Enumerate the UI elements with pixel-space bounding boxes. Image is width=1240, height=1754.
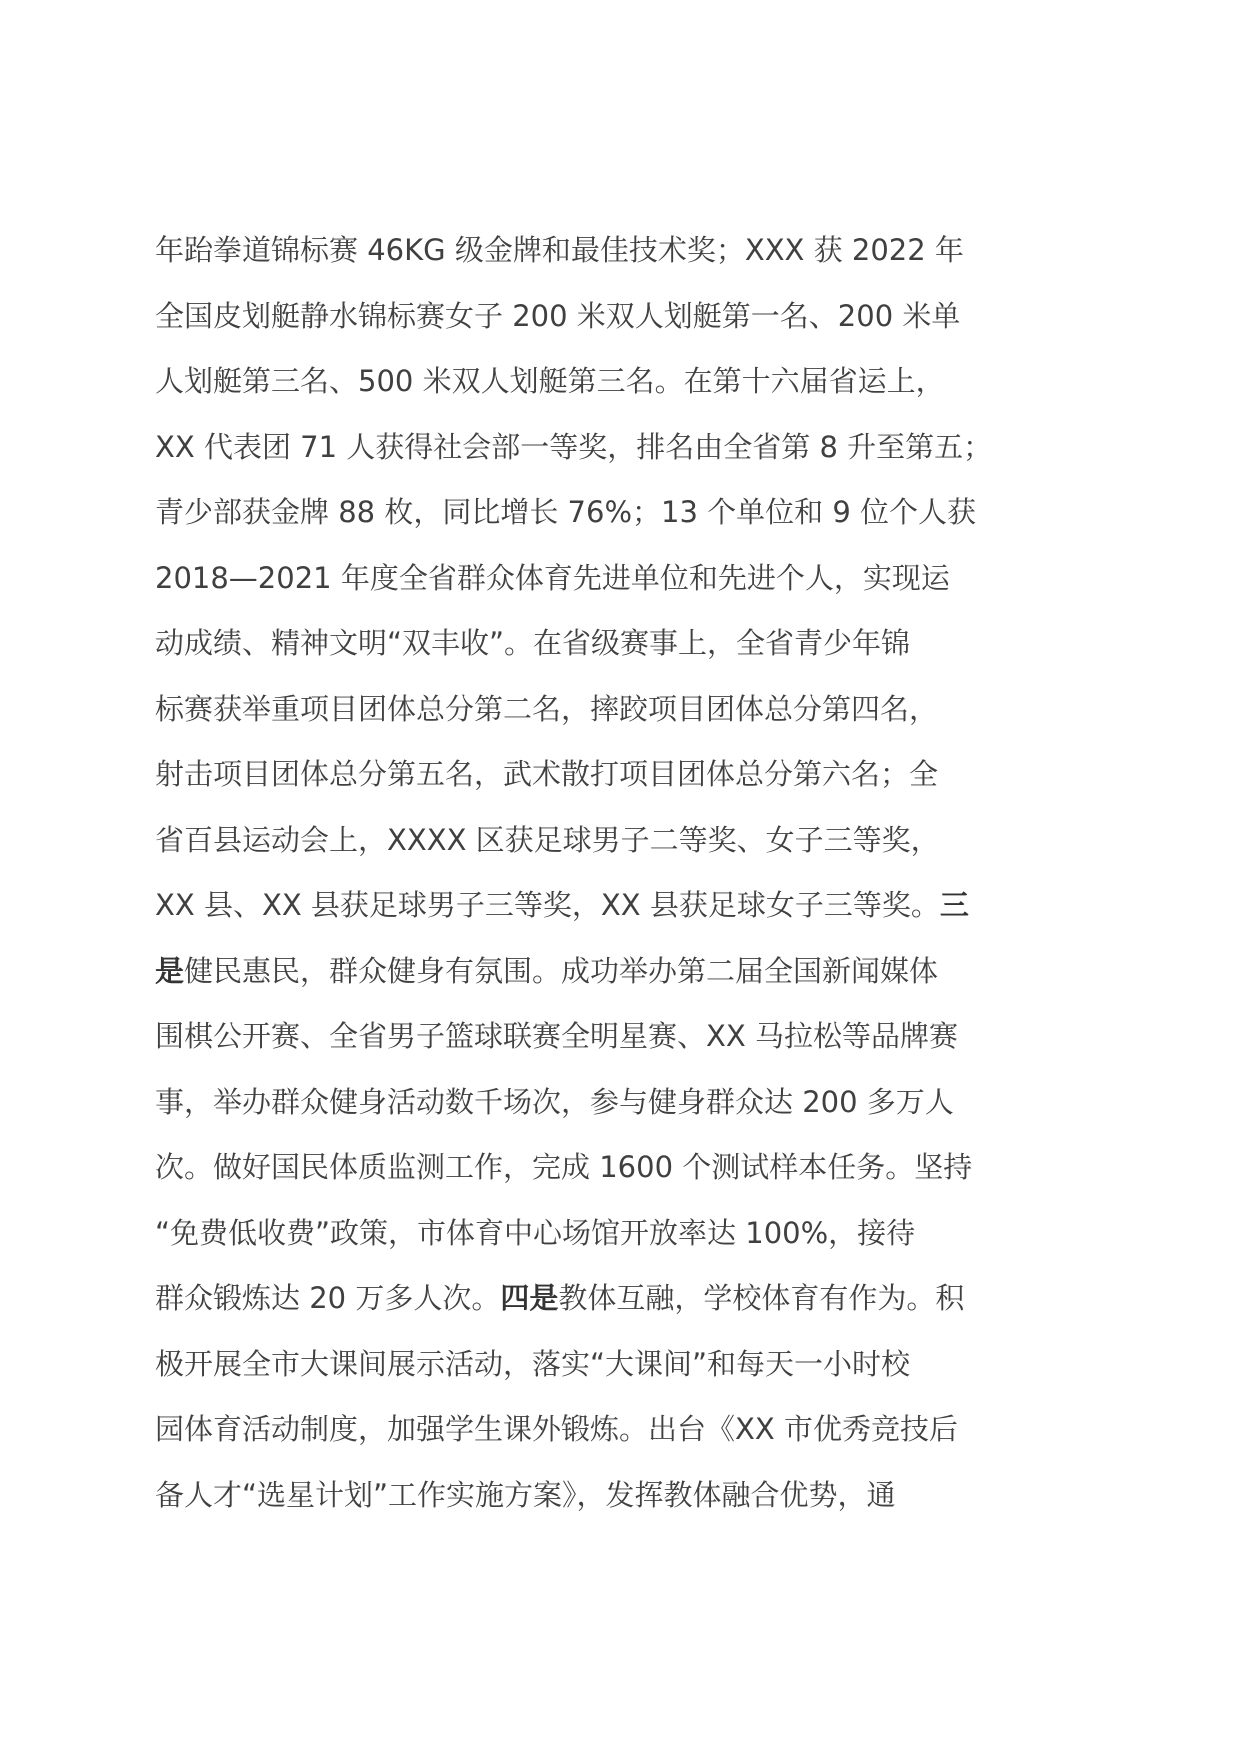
text-run: 标赛获举重项目团体总分第二名，摔跤项目团体总分第四名， <box>155 691 939 726</box>
text-run: XX 代表团 71 人获得社会部一等奖，排名由全省第 8 升至第五； <box>155 429 993 464</box>
text-line <box>155 1201 1115 1267</box>
text-run: 年跆拳道锦标赛 46KG 级金牌和最佳技术奖；XXX 获 2022 年 <box>155 233 964 267</box>
text-line <box>155 480 1115 546</box>
text-run: 人划艇第三名、500 米双人划艇第三名。在第十六届省运上， <box>155 364 945 398</box>
text-line <box>155 1397 1115 1463</box>
text-line <box>155 677 1115 743</box>
text-line <box>155 1135 1115 1201</box>
text-line <box>155 939 1115 1005</box>
text-line <box>155 808 1115 874</box>
text-run: 青少部获金牌 88 枚，同比增长 76%；13 个单位和 9 位个人获 <box>155 495 977 529</box>
text-line <box>155 1463 1115 1529</box>
text-run: XX 县、XX 县获足球男子三等奖，XX 县获足球女子三等奖。 <box>155 888 940 922</box>
text-line <box>155 349 1115 415</box>
text-run: “免费低收费”政策，市体育中心场馆开放率达 100%，接待 <box>155 1215 916 1250</box>
text-run: 动成绩、精神文明“双丰收”。在省级赛事上，全省青少年锦 <box>155 626 911 660</box>
text-run: 围棋公开赛、全省男子篮球联赛全明星赛、XX 马拉松等品牌赛 <box>155 1019 958 1053</box>
bold-ordinal: 三 <box>939 888 969 922</box>
text-line <box>155 742 1115 808</box>
text-run: 射击项目团体总分第五名，武术散打项目团体总分第六名；全 <box>155 757 939 791</box>
text-run: 2018—2021 年度全省群众体育先进单位和先进个人，实现运 <box>155 560 950 595</box>
text-run: 事，举办群众健身活动数千场次，参与健身群众达 200 多万人 <box>155 1084 954 1119</box>
text-run: 园体育活动制度，加强学生课外锻炼。出台《XX 市优秀竞技后 <box>155 1412 958 1446</box>
text-run: 健民惠民，群众健身有氛围。成功举办第二届全国新闻媒体 <box>184 953 939 988</box>
text-run: 群众锻炼达 20 万多人次。 <box>155 1281 501 1315</box>
text-line <box>155 1332 1115 1398</box>
text-line <box>155 218 1115 284</box>
text-line <box>155 1070 1115 1136</box>
text-run: 全国皮划艇静水锦标赛女子 200 米双人划艇第一名、200 米单 <box>155 298 961 333</box>
bold-ordinal: 是 <box>155 953 185 988</box>
text-run: 次。做好国民体质监测工作，完成 1600 个测试样本任务。坚持 <box>155 1150 973 1184</box>
bold-ordinal: 四是 <box>500 1281 559 1315</box>
text-run: 省百县运动会上，XXXX 区获足球男子二等奖、女子三等奖， <box>155 822 940 857</box>
text-line <box>155 611 1115 677</box>
text-line <box>155 1004 1115 1070</box>
text-line <box>155 415 1115 481</box>
text-run: 备人才“选星计划”工作实施方案》，发挥教体融合优势，通 <box>155 1477 896 1512</box>
text-line <box>155 1266 1115 1332</box>
text-line <box>155 284 1115 350</box>
text-line <box>155 546 1115 612</box>
text-run: 教体互融，学校体育有作为。积 <box>558 1281 965 1315</box>
body-text <box>155 218 1115 1528</box>
text-run: 极开展全市大课间展示活动，落实“大课间”和每天一小时校 <box>155 1346 911 1381</box>
text-line <box>155 873 1115 939</box>
